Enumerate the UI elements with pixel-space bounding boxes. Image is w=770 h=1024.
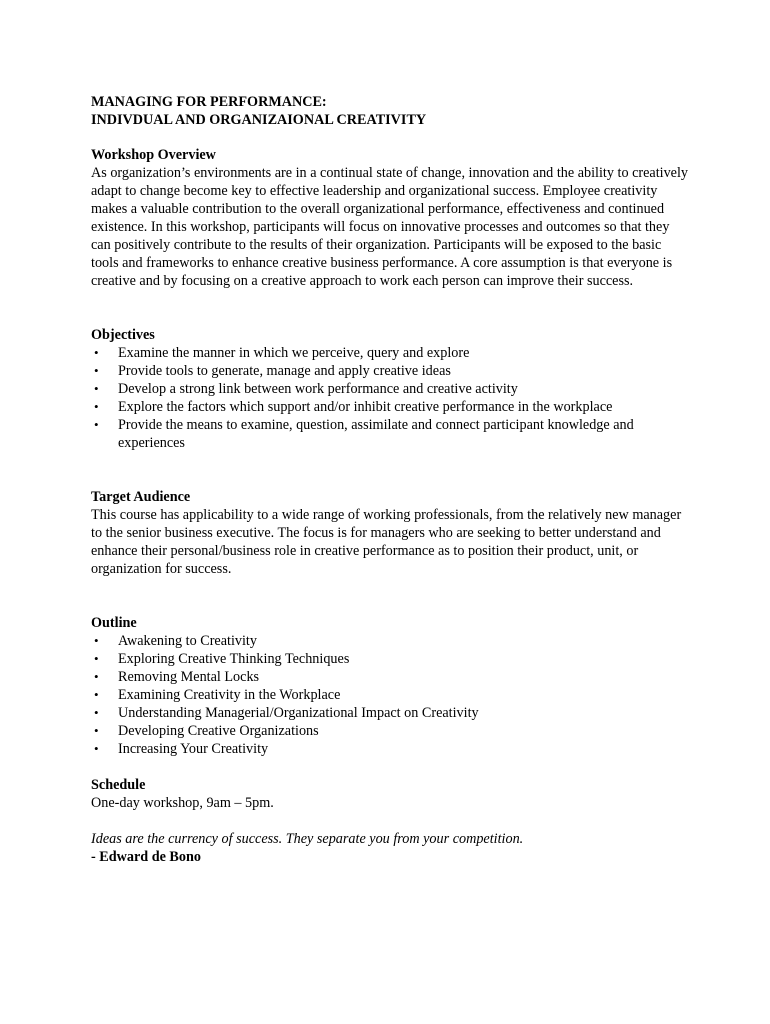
list-item-text: Examine the manner in which we perceive, query and explore xyxy=(118,345,470,361)
list-item xyxy=(91,704,691,722)
overview-heading: Workshop Overview xyxy=(91,147,216,163)
document-title xyxy=(91,93,691,129)
outline-section xyxy=(91,614,691,758)
list-item xyxy=(91,650,691,668)
list-item-text: Provide the means to examine, question, assimilate and connect participant knowledge and experiences xyxy=(118,417,634,451)
bullet-icon: • xyxy=(94,705,99,720)
list-item xyxy=(91,722,691,740)
list-item-text: Developing Creative Organizations xyxy=(118,723,319,739)
schedule-section xyxy=(91,776,691,812)
list-item xyxy=(91,344,691,362)
list-item xyxy=(91,632,691,650)
quote-section xyxy=(91,830,691,866)
outline-list xyxy=(91,632,691,758)
list-item xyxy=(91,740,691,758)
list-item xyxy=(91,668,691,686)
bullet-icon: • xyxy=(94,399,99,414)
list-item-text: Provide tools to generate, manage and apply creative ideas xyxy=(118,363,451,379)
list-item-text: Awakening to Creativity xyxy=(118,633,257,649)
list-item xyxy=(91,686,691,704)
list-item-text: Examining Creativity in the Workplace xyxy=(118,687,341,703)
quote-text: Ideas are the currency of success. They separate you from your competition. xyxy=(91,831,524,847)
objectives-heading: Objectives xyxy=(91,327,155,343)
list-item xyxy=(91,398,691,416)
schedule-text: One-day workshop, 9am – 5pm. xyxy=(91,795,274,811)
bullet-icon: • xyxy=(94,381,99,396)
quote-author: - Edward de Bono xyxy=(91,849,201,865)
bullet-icon: • xyxy=(94,363,99,378)
overview-section xyxy=(91,146,691,290)
title-line-2: INDIVDUAL AND ORGANIZAIONAL CREATIVITY xyxy=(91,112,427,128)
list-item-text: Understanding Managerial/Organizational Impact on Creativity xyxy=(118,705,479,721)
audience-section xyxy=(91,488,691,578)
bullet-icon: • xyxy=(94,417,99,432)
list-item-text: Removing Mental Locks xyxy=(118,669,260,685)
outline-heading: Outline xyxy=(91,615,137,631)
bullet-icon: • xyxy=(94,651,99,666)
audience-heading: Target Audience xyxy=(91,489,191,505)
bullet-icon: • xyxy=(94,633,99,648)
overview-text: As organization’s environments are in a continual state of change, innovation and the ability to creatively adapt to change become key to effective leadership and organizational success. Employee creativity makes a valuable contribution to the overall organizational performance, effectiveness and continued existence. In this workshop, participants will focus on innovative processes and outcomes so that they can positively contribute to the results of their organization. Participants will be exposed to the basic tools and frameworks to enhance creative business performance. A core assumption is that everyone is creative and by focusing on a creative approach to work each person can improve their success. xyxy=(91,165,689,289)
list-item-text: Exploring Creative Thinking Techniques xyxy=(118,651,350,667)
list-item xyxy=(91,380,691,398)
objectives-section xyxy=(91,326,691,452)
list-item-text: Develop a strong link between work performance and creative activity xyxy=(118,381,518,397)
schedule-heading: Schedule xyxy=(91,777,146,793)
list-item-text: Increasing Your Creativity xyxy=(118,741,269,757)
bullet-icon: • xyxy=(94,669,99,684)
bullet-icon: • xyxy=(94,723,99,738)
bullet-icon: • xyxy=(94,741,99,756)
title-line-1: MANAGING FOR PERFORMANCE: xyxy=(91,94,327,110)
list-item xyxy=(91,416,691,452)
audience-text: This course has applicability to a wide range of working professionals, from the relatively new manager to the senior business executive. The focus is for managers who are seeking to better understand and enhance their personal/business role in creative performance as to position their product, unit, or organization for success. xyxy=(91,507,682,577)
objectives-list xyxy=(91,344,691,452)
bullet-icon: • xyxy=(94,345,99,360)
list-item-text: Explore the factors which support and/or inhibit creative performance in the workplace xyxy=(118,399,613,415)
bullet-icon: • xyxy=(94,687,99,702)
list-item xyxy=(91,362,691,380)
document-page xyxy=(91,93,691,866)
